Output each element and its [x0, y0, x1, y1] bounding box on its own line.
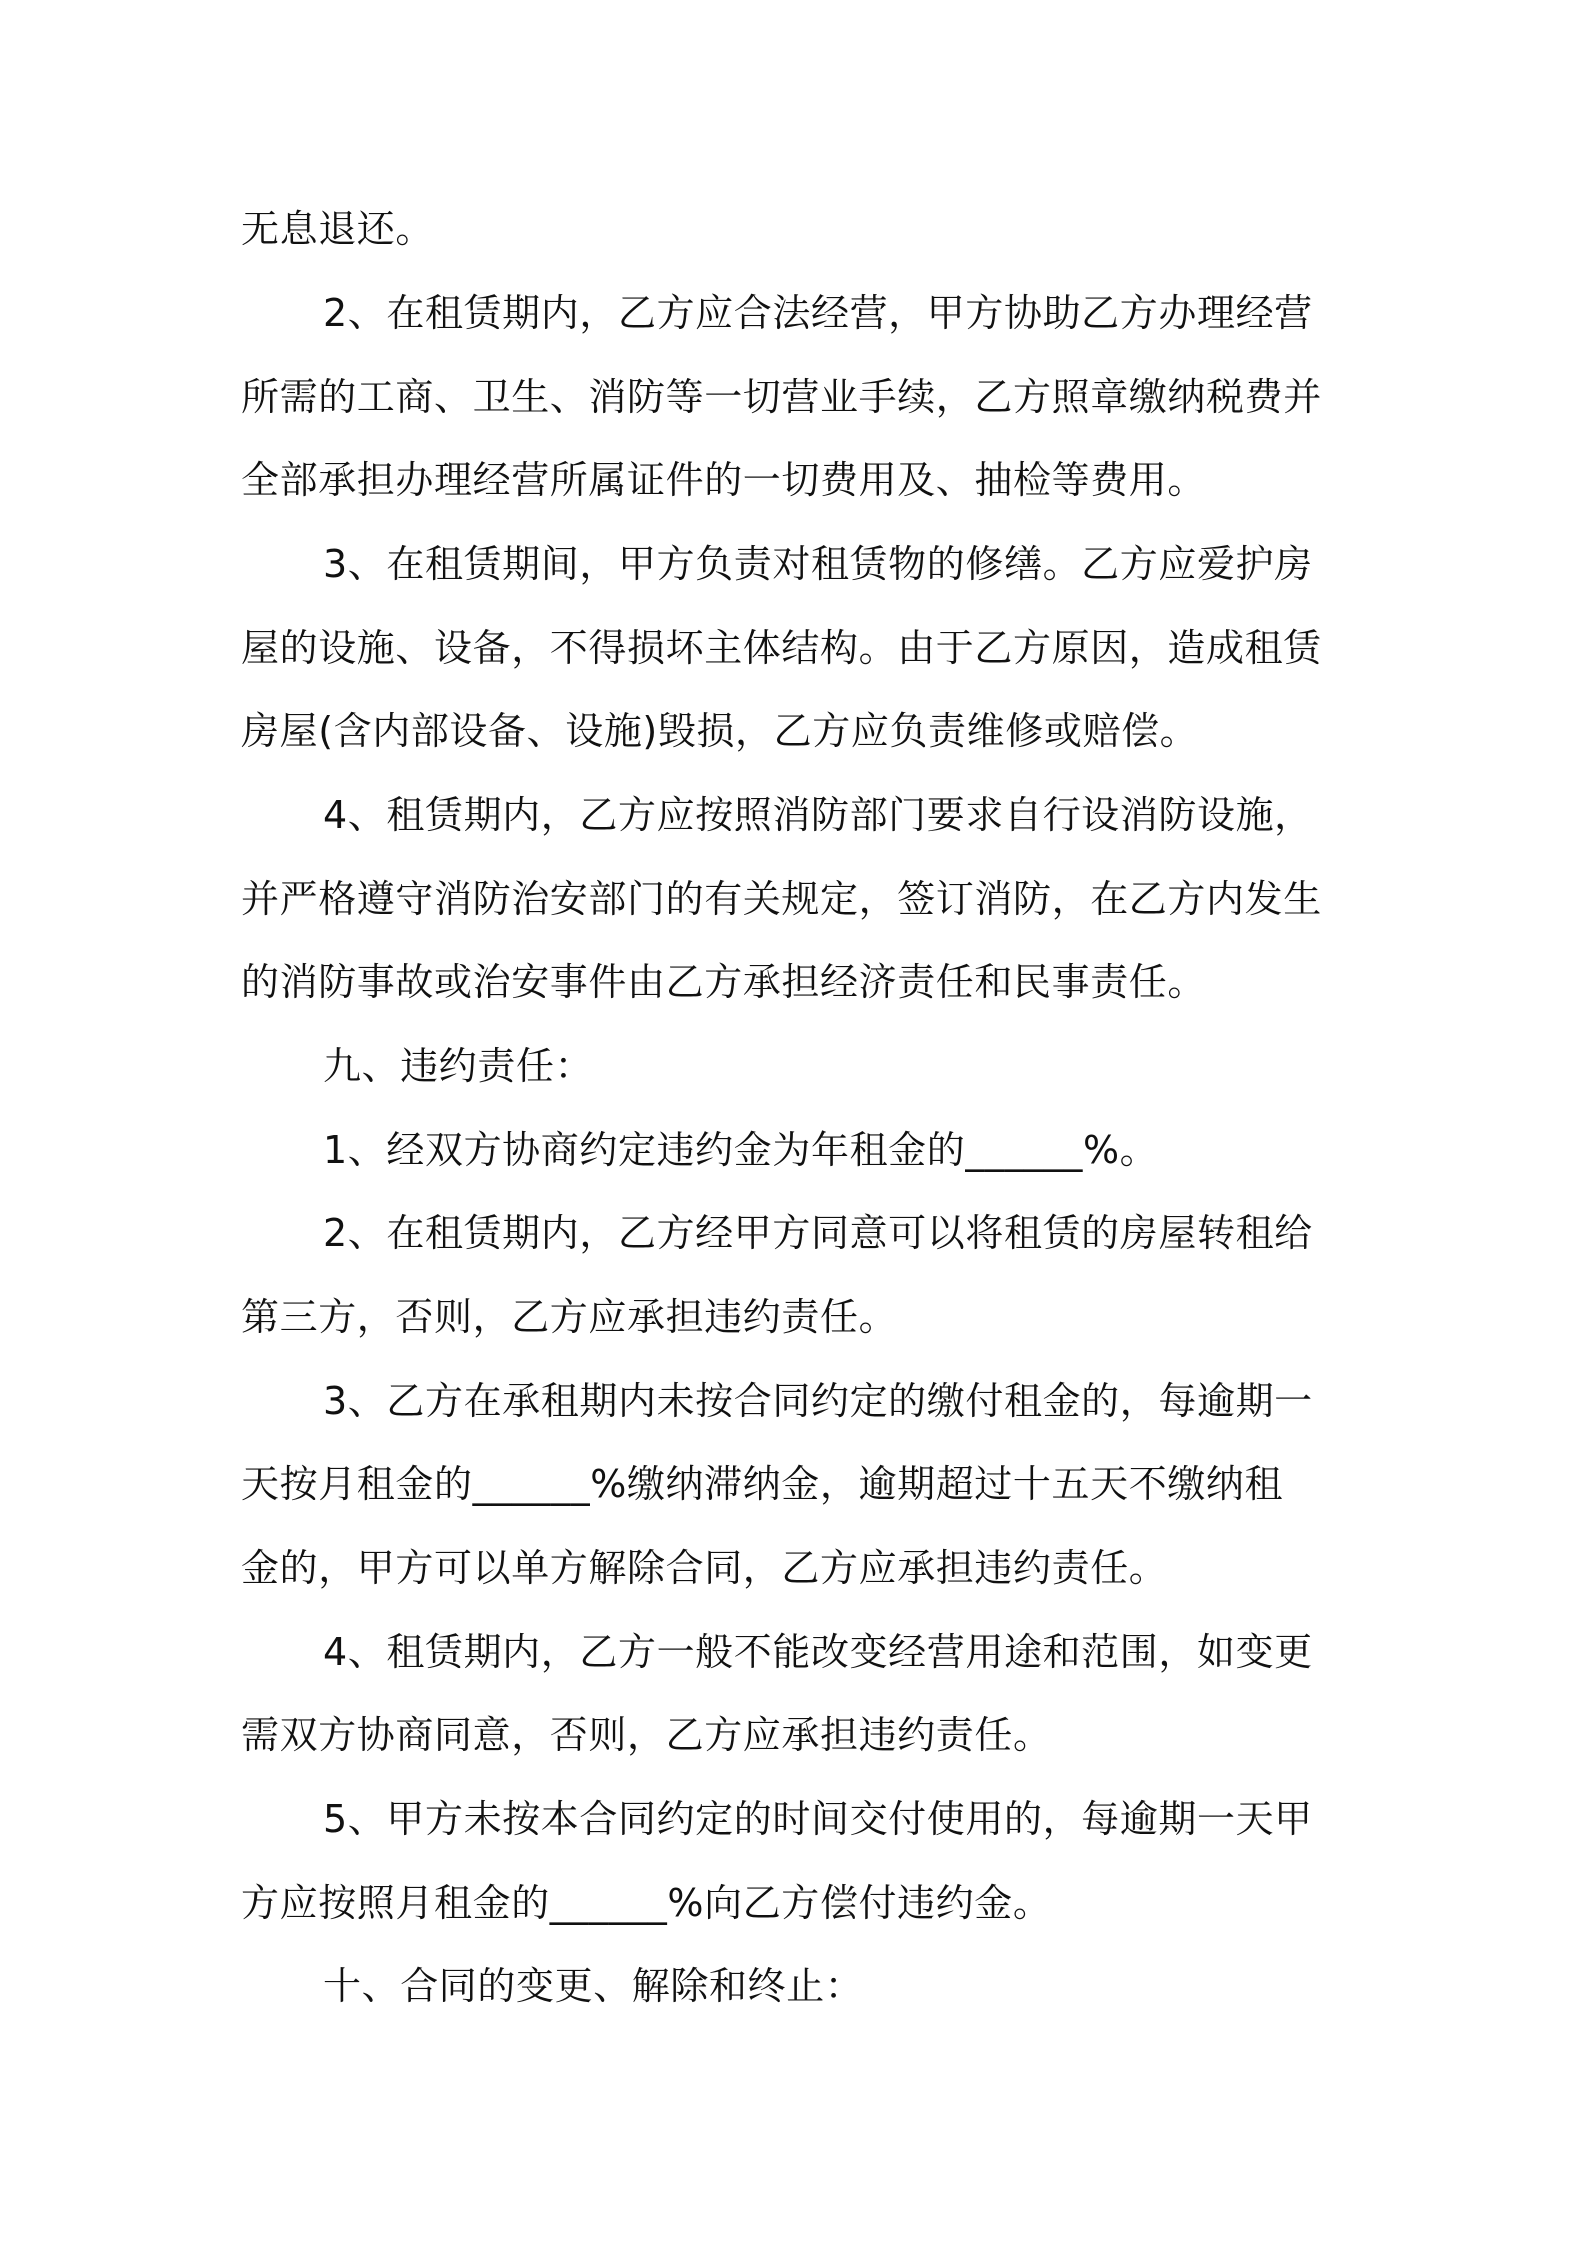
text-line: 方应按照月租金的______%向乙方偿付违约金。: [241, 1881, 1052, 1925]
breach-clause-2: 2、在租赁期内，乙方经甲方同意可以将租赁的房屋转租给: [323, 1211, 1313, 1255]
text-line: 天按月租金的______%缴纳滞纳金，逾期超过十五天不缴纳租: [241, 1462, 1284, 1506]
text-line: 并严格遵守消防治安部门的有关规定，签订消防，在乙方内发生: [241, 877, 1322, 921]
breach-clause-4: 4、租赁期内，乙方一般不能改变经营用途和范围，如变更: [323, 1630, 1313, 1674]
clause-3-line: 3、在租赁期间，甲方负责对租赁物的修缮。乙方应爱护房: [323, 542, 1313, 586]
text-line: 金的，甲方可以单方解除合同，乙方应承担违约责任。: [241, 1546, 1168, 1590]
section-heading-termination: 十、合同的变更、解除和终止：: [323, 1964, 864, 2008]
text-line: 房屋(含内部设备、设施)毁损，乙方应负责维修或赔偿。: [241, 709, 1199, 753]
clause-4-line: 4、租赁期内，乙方应按照消防部门要求自行设消防设施，: [323, 793, 1313, 837]
text-line: 所需的工商、卫生、消防等一切营业手续，乙方照章缴纳税费并: [241, 375, 1322, 419]
text-line: 屋的设施、设备，不得损坏主体结构。由于乙方原因，造成租赁: [241, 626, 1322, 670]
section-heading-breach: 九、违约责任：: [323, 1044, 594, 1088]
text-line: 无息退还。: [241, 207, 435, 251]
text-line: 需双方协商同意，否则，乙方应承担违约责任。: [241, 1713, 1052, 1757]
text-line: 第三方，否则，乙方应承担违约责任。: [241, 1295, 898, 1339]
text-line: 的消防事故或治安事件由乙方承担经济责任和民事责任。: [241, 960, 1207, 1004]
text-line: 全部承担办理经营所属证件的一切费用及、抽检等费用。: [241, 458, 1207, 502]
breach-clause-5: 5、甲方未按本合同约定的时间交付使用的，每逾期一天甲: [323, 1797, 1313, 1841]
breach-clause-3: 3、乙方在承租期内未按合同约定的缴付租金的，每逾期一: [323, 1379, 1313, 1423]
clause-2-line: 2、在租赁期内，乙方应合法经营，甲方协助乙方办理经营: [323, 291, 1313, 335]
breach-clause-1: 1、经双方协商约定违约金为年租金的______%。: [323, 1128, 1159, 1172]
